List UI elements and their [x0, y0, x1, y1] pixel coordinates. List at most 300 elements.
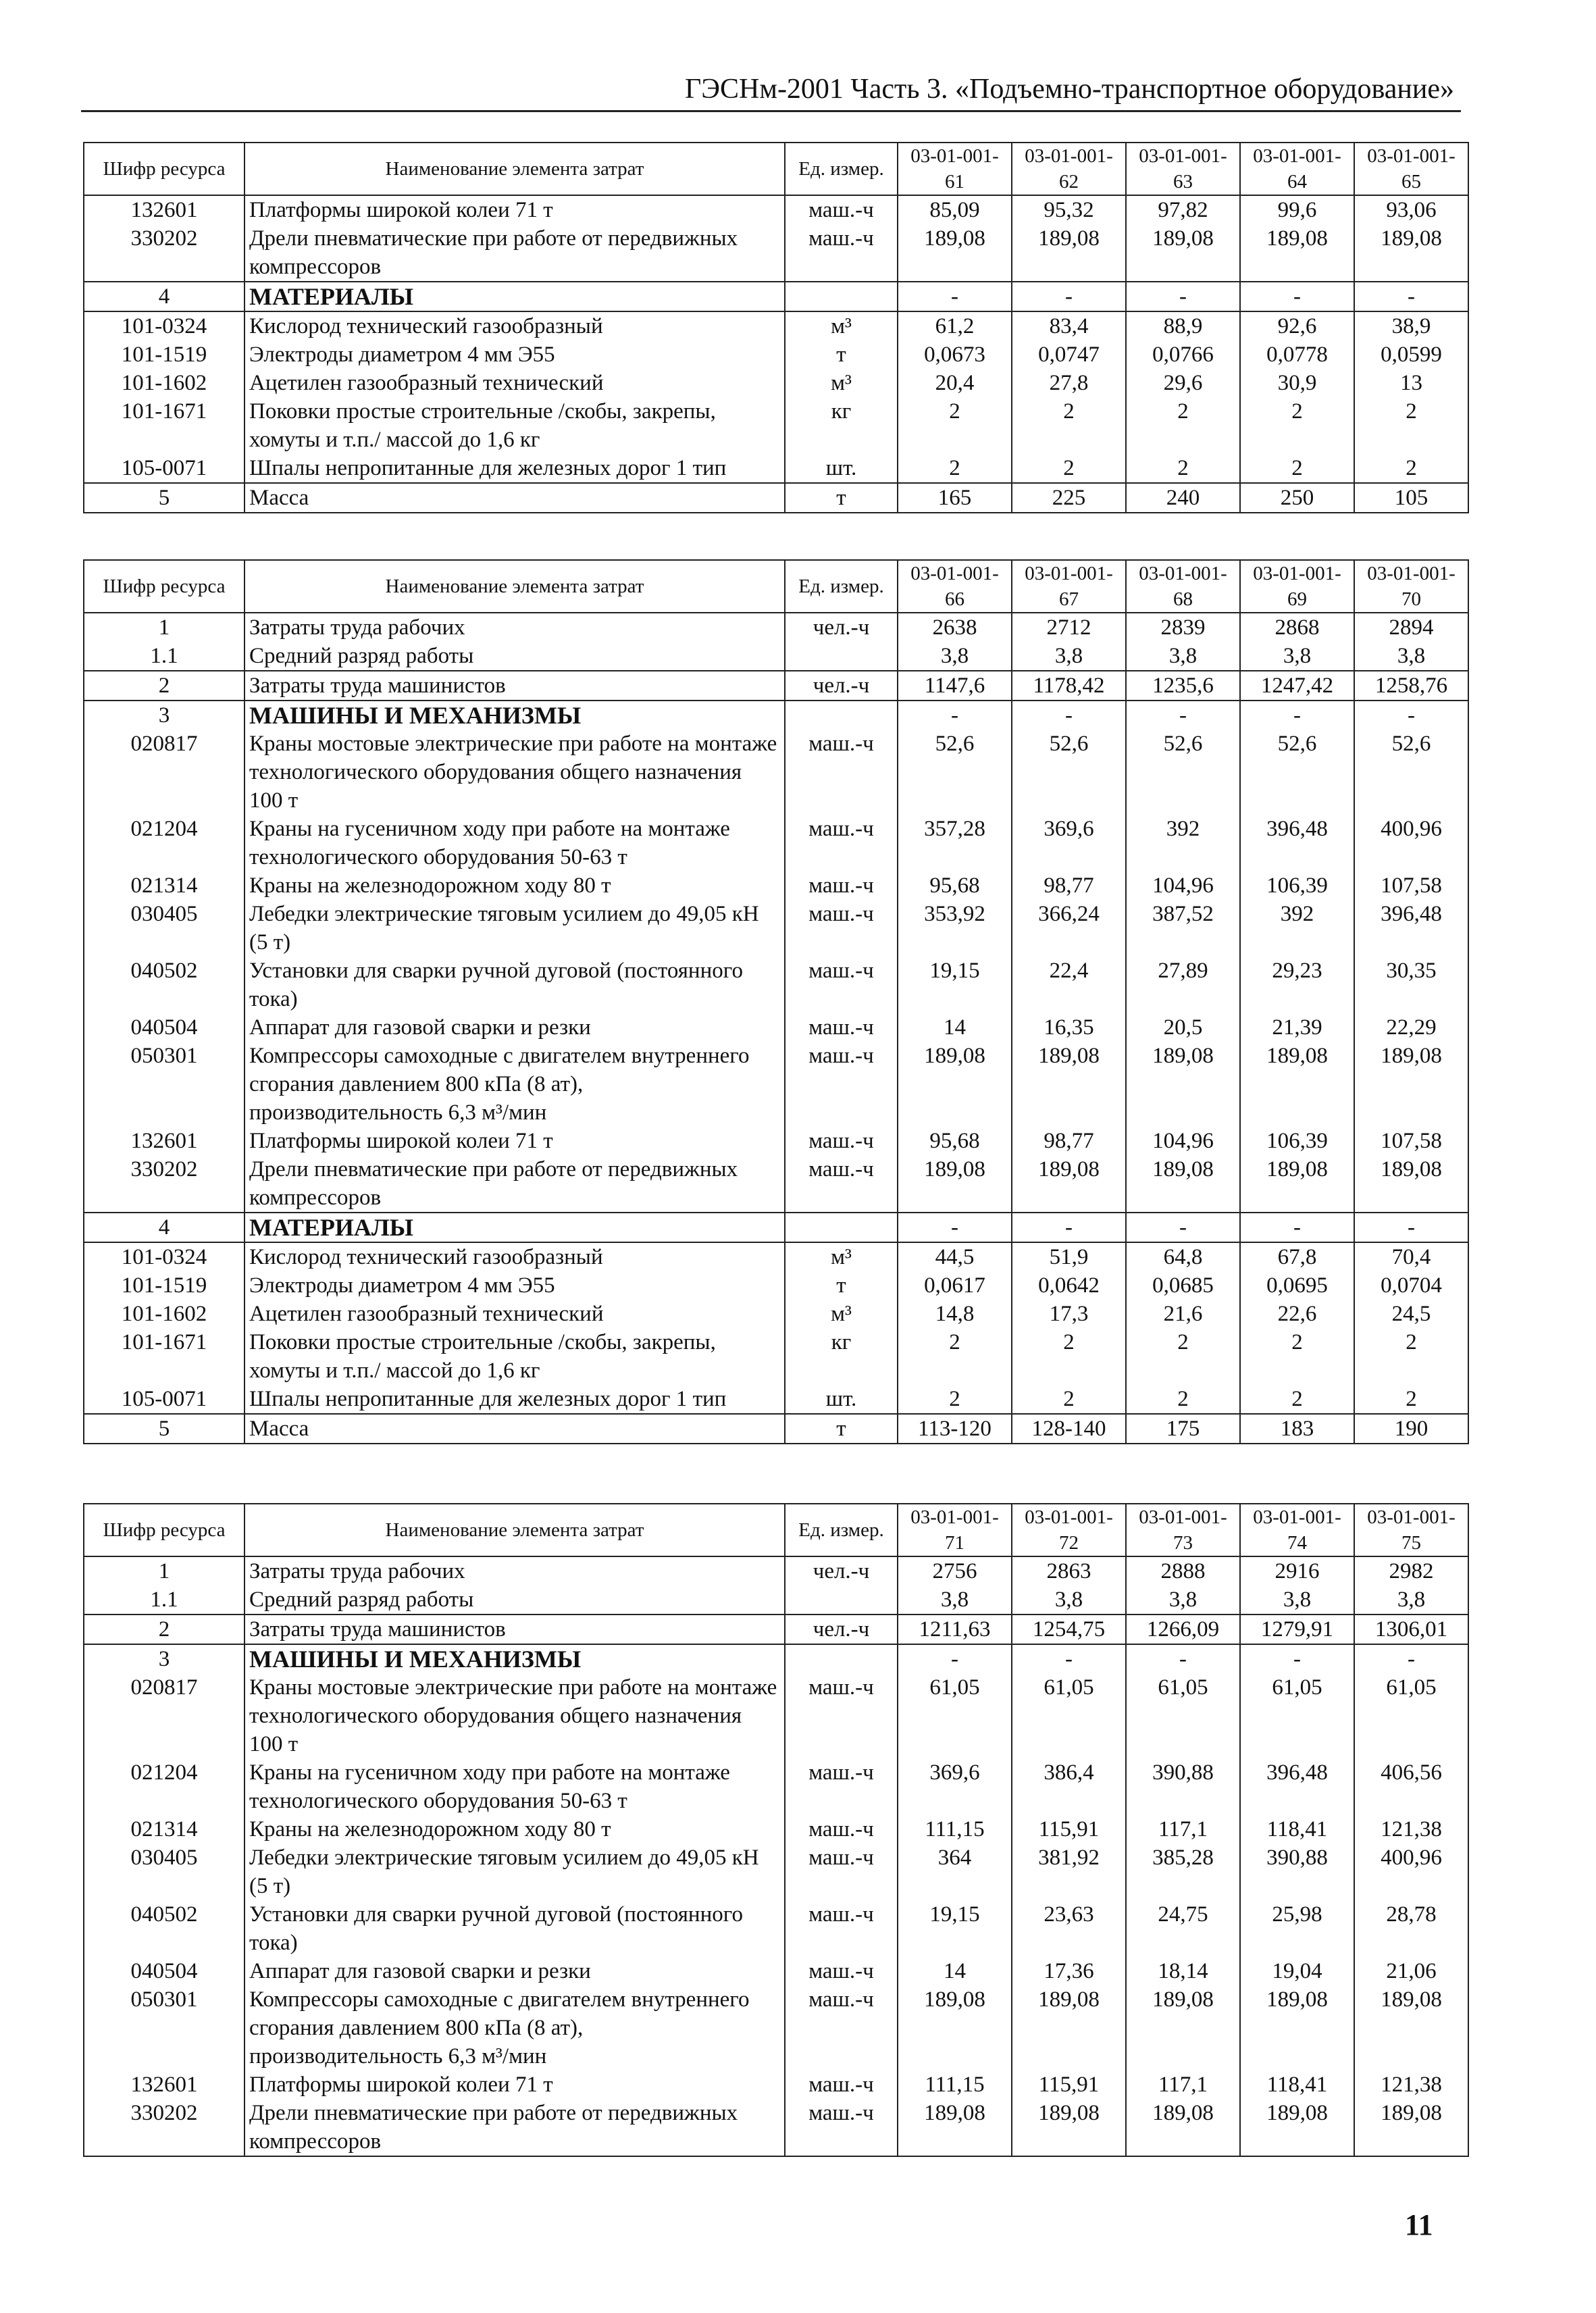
- table-row: [84, 397, 1468, 454]
- table-row: [84, 1900, 1468, 1957]
- resource-value: 2888: [1126, 1556, 1240, 1585]
- resource-value: 22,29: [1354, 1013, 1468, 1042]
- resource-value: 189,08: [1240, 1155, 1354, 1213]
- table-row: [84, 1242, 1468, 1271]
- resource-value: 2: [1126, 454, 1240, 483]
- resource-name: Затраты труда машинистов: [244, 671, 785, 701]
- resource-name: Краны на железнодорожном ходу 80 т: [244, 1815, 785, 1844]
- resource-name: МАТЕРИАЛЫ: [244, 282, 785, 311]
- resource-code: 040502: [84, 1900, 244, 1957]
- resource-value: 189,08: [1240, 1985, 1354, 2070]
- header-norm-code: 03-01-001-71: [898, 1504, 1012, 1556]
- resource-value: 29,6: [1126, 369, 1240, 397]
- resource-value: 2: [1354, 1328, 1468, 1385]
- resource-value: 22,4: [1012, 957, 1126, 1013]
- resource-value: 52,6: [898, 730, 1012, 815]
- table-row: [84, 1673, 1468, 1758]
- resource-value: 189,08: [1126, 2099, 1240, 2156]
- resource-value: 2: [1012, 454, 1126, 483]
- resource-value: -: [1126, 1644, 1240, 1673]
- resource-value: 2863: [1012, 1556, 1126, 1585]
- resource-value: 107,58: [1354, 1127, 1468, 1155]
- resource-value: 369,6: [898, 1758, 1012, 1815]
- resource-name: Ацетилен газообразный технический: [244, 1300, 785, 1328]
- table-row: [84, 454, 1468, 483]
- table-row: [84, 1644, 1468, 1673]
- resource-name: МАТЕРИАЛЫ: [244, 1213, 785, 1242]
- resource-code: 1.1: [84, 642, 244, 671]
- resource-value: 387,52: [1126, 900, 1240, 957]
- resource-unit: маш.-ч: [785, 871, 898, 900]
- resource-code: 050301: [84, 1042, 244, 1127]
- resource-value: 390,88: [1126, 1758, 1240, 1815]
- resource-value: 0,0685: [1126, 1271, 1240, 1300]
- resource-value: 3,8: [1354, 642, 1468, 671]
- resource-value: 85,09: [898, 195, 1012, 224]
- resource-unit: т: [785, 483, 898, 513]
- table-row: [84, 1013, 1468, 1042]
- resource-unit: маш.-ч: [785, 1985, 898, 2070]
- resource-name: Компрессоры самоходные с двигателем внутреннего сгорания давлением 800 кПа (8 ат), производительность 6,3 м³/мин: [244, 1042, 785, 1127]
- resource-code: 101-1519: [84, 1271, 244, 1300]
- resource-value: 21,39: [1240, 1013, 1354, 1042]
- header-norm-code: 03-01-001-69: [1240, 560, 1354, 613]
- header-norm-code: 03-01-001-62: [1012, 143, 1126, 195]
- resource-code: 4: [84, 282, 244, 311]
- resource-value: 52,6: [1012, 730, 1126, 815]
- resource-value: 3,8: [1354, 1585, 1468, 1615]
- table-row: [84, 613, 1468, 642]
- resource-value: 1254,75: [1012, 1615, 1126, 1644]
- resource-value: 2894: [1354, 613, 1468, 642]
- resource-value: 111,15: [898, 2070, 1012, 2099]
- resource-value: 3,8: [1126, 642, 1240, 671]
- resource-unit: т: [785, 1271, 898, 1300]
- resource-value: 20,5: [1126, 1013, 1240, 1042]
- resource-value: 19,15: [898, 957, 1012, 1013]
- header-norm-code: 03-01-001-75: [1354, 1504, 1468, 1556]
- resource-value: 95,68: [898, 1127, 1012, 1155]
- resource-unit: [785, 1585, 898, 1615]
- resource-name: Шпалы непропитанные для железных дорог 1 тип: [244, 1385, 785, 1414]
- resource-value: 14: [898, 1013, 1012, 1042]
- resource-name: Установки для сварки ручной дуговой (постоянного тока): [244, 957, 785, 1013]
- resource-value: 95,32: [1012, 195, 1126, 224]
- header-norm-code: 03-01-001-61: [898, 143, 1012, 195]
- resource-value: 2868: [1240, 613, 1354, 642]
- resource-value: 117,1: [1126, 1815, 1240, 1844]
- table-row: [84, 701, 1468, 730]
- resource-name: Установки для сварки ручной дуговой (постоянного тока): [244, 1900, 785, 1957]
- resource-value: 28,78: [1354, 1900, 1468, 1957]
- resource-value: 189,08: [1354, 1985, 1468, 2070]
- resource-value: 189,08: [1354, 224, 1468, 282]
- resource-code: 101-1602: [84, 1300, 244, 1328]
- header-norm-code: 03-01-001-68: [1126, 560, 1240, 613]
- resource-code: 101-1602: [84, 369, 244, 397]
- resource-name: Краны на гусеничном ходу при работе на монтаже технологического оборудования 50-63 т: [244, 1758, 785, 1815]
- resource-code: 330202: [84, 1155, 244, 1213]
- resource-value: 392: [1240, 900, 1354, 957]
- resource-unit: маш.-ч: [785, 1042, 898, 1127]
- table-row: [84, 1758, 1468, 1815]
- resource-value: 115,91: [1012, 2070, 1126, 2099]
- resource-value: 3,8: [1012, 642, 1126, 671]
- resource-value: 165: [898, 483, 1012, 513]
- resource-value: 369,6: [1012, 815, 1126, 871]
- resource-value: 52,6: [1354, 730, 1468, 815]
- resource-name: Платформы широкой колеи 71 т: [244, 2070, 785, 2099]
- resource-name: Поковки простые строительные /скобы, закрепы, хомуты и т.п./ массой до 1,6 кг: [244, 397, 785, 454]
- resource-value: -: [1240, 282, 1354, 311]
- resource-value: 189,08: [1354, 1155, 1468, 1213]
- resource-name: Затраты труда рабочих: [244, 613, 785, 642]
- header-norm-code: 03-01-001-70: [1354, 560, 1468, 613]
- resource-unit: чел.-ч: [785, 671, 898, 701]
- resource-value: 24,75: [1126, 1900, 1240, 1957]
- resource-value: 21,06: [1354, 1957, 1468, 1985]
- resource-value: 2: [1354, 454, 1468, 483]
- resource-unit: т: [785, 340, 898, 369]
- resource-value: 2: [898, 1385, 1012, 1414]
- table-row: [84, 1985, 1468, 2070]
- resource-name: Шпалы непропитанные для железных дорог 1 тип: [244, 454, 785, 483]
- resource-name: Дрели пневматические при работе от передвижных компрессоров: [244, 224, 785, 282]
- resource-unit: шт.: [785, 1385, 898, 1414]
- resource-code: 2: [84, 671, 244, 701]
- resource-value: 92,6: [1240, 311, 1354, 340]
- header-norm-code: 03-01-001-72: [1012, 1504, 1126, 1556]
- resource-value: 113-120: [898, 1414, 1012, 1444]
- resource-value: 390,88: [1240, 1844, 1354, 1900]
- resource-value: 189,08: [1012, 2099, 1126, 2156]
- resource-unit: чел.-ч: [785, 1556, 898, 1585]
- resource-unit: маш.-ч: [785, 1900, 898, 1957]
- table-row: [84, 1271, 1468, 1300]
- resource-unit: маш.-ч: [785, 1013, 898, 1042]
- resource-value: 14: [898, 1957, 1012, 1985]
- resource-code: 040502: [84, 957, 244, 1013]
- resource-unit: маш.-ч: [785, 1957, 898, 1985]
- resource-value: 98,77: [1012, 871, 1126, 900]
- resource-code: 3: [84, 701, 244, 730]
- resource-value: 3,8: [1126, 1585, 1240, 1615]
- table-row: [84, 311, 1468, 340]
- resource-value: 2: [1126, 397, 1240, 454]
- resource-name: Электроды диаметром 4 мм Э55: [244, 1271, 785, 1300]
- resource-value: 2: [1240, 1328, 1354, 1385]
- resource-value: 2: [1012, 1328, 1126, 1385]
- resource-value: 1211,63: [898, 1615, 1012, 1644]
- resource-value: 14,8: [898, 1300, 1012, 1328]
- resource-name: Масса: [244, 1414, 785, 1444]
- table-row: [84, 1414, 1468, 1444]
- resource-name: Лебедки электрические тяговым усилием до 49,05 кН (5 т): [244, 900, 785, 957]
- header-norm-code: 03-01-001-64: [1240, 143, 1354, 195]
- resource-value: 2: [1354, 1385, 1468, 1414]
- resource-value: 97,82: [1126, 195, 1240, 224]
- resource-value: 250: [1240, 483, 1354, 513]
- resource-value: 98,77: [1012, 1127, 1126, 1155]
- resource-value: 189,08: [1012, 224, 1126, 282]
- table-row: [84, 1300, 1468, 1328]
- resource-name: Кислород технический газообразный: [244, 1242, 785, 1271]
- resource-code: 101-1671: [84, 1328, 244, 1385]
- resource-value: 2: [1240, 454, 1354, 483]
- resource-code: 021204: [84, 1758, 244, 1815]
- resource-value: 1178,42: [1012, 671, 1126, 701]
- resource-name: Поковки простые строительные /скобы, закрепы, хомуты и т.п./ массой до 1,6 кг: [244, 1328, 785, 1385]
- resource-value: 400,96: [1354, 1844, 1468, 1900]
- resource-value: 118,41: [1240, 2070, 1354, 2099]
- resource-code: 101-1671: [84, 397, 244, 454]
- table-row: [84, 1385, 1468, 1414]
- table-row: [84, 1585, 1468, 1615]
- table-row: [84, 730, 1468, 815]
- table-row: [84, 340, 1468, 369]
- resource-name: Средний разряд работы: [244, 1585, 785, 1615]
- resource-value: -: [1354, 701, 1468, 730]
- resource-value: 189,08: [1126, 1985, 1240, 2070]
- resource-value: 2: [1240, 397, 1354, 454]
- table-row: [84, 1328, 1468, 1385]
- resource-value: 0,0695: [1240, 1271, 1354, 1300]
- resource-value: 1247,42: [1240, 671, 1354, 701]
- resource-value: 121,38: [1354, 2070, 1468, 2099]
- resource-value: 189,08: [898, 224, 1012, 282]
- resource-value: 38,9: [1354, 311, 1468, 340]
- resource-value: 21,6: [1126, 1300, 1240, 1328]
- resource-name: Затраты труда рабочих: [244, 1556, 785, 1585]
- resource-value: 2756: [898, 1556, 1012, 1585]
- resource-value: 19,15: [898, 1900, 1012, 1957]
- table-row: [84, 195, 1468, 224]
- resource-value: -: [1012, 1644, 1126, 1673]
- resource-value: 25,98: [1240, 1900, 1354, 1957]
- resource-value: 353,92: [898, 900, 1012, 957]
- header-code: Шифр ресурса: [84, 560, 244, 613]
- resource-value: 61,2: [898, 311, 1012, 340]
- table-row: [84, 2070, 1468, 2099]
- resource-code: 101-0324: [84, 311, 244, 340]
- resource-unit: [785, 282, 898, 311]
- resource-name: Краны мостовые электрические при работе на монтаже технологического оборудования общего назначения 100 т: [244, 730, 785, 815]
- resource-value: 95,68: [898, 871, 1012, 900]
- resource-code: 101-0324: [84, 1242, 244, 1271]
- resource-code: 030405: [84, 1844, 244, 1900]
- resource-value: 107,58: [1354, 871, 1468, 900]
- resource-code: 4: [84, 1213, 244, 1242]
- resource-value: -: [1126, 1213, 1240, 1242]
- resource-unit: м³: [785, 1242, 898, 1271]
- resource-code: 330202: [84, 224, 244, 282]
- resource-value: 0,0766: [1126, 340, 1240, 369]
- resource-value: 366,24: [1012, 900, 1126, 957]
- resource-code: 132601: [84, 1127, 244, 1155]
- header-norm-code: 03-01-001-63: [1126, 143, 1240, 195]
- resource-value: 189,08: [898, 1042, 1012, 1127]
- resource-unit: маш.-ч: [785, 957, 898, 1013]
- resource-value: 189,08: [1354, 1042, 1468, 1127]
- resource-value: 52,6: [1126, 730, 1240, 815]
- resource-value: 61,05: [1354, 1673, 1468, 1758]
- table-row: [84, 815, 1468, 871]
- resource-value: 190: [1354, 1414, 1468, 1444]
- table-row: [84, 282, 1468, 311]
- table-row: [84, 2099, 1468, 2156]
- resource-value: 189,08: [1240, 224, 1354, 282]
- resource-value: 111,15: [898, 1815, 1012, 1844]
- resource-value: 29,23: [1240, 957, 1354, 1013]
- resource-unit: маш.-ч: [785, 730, 898, 815]
- resource-name: Дрели пневматические при работе от передвижных компрессоров: [244, 1155, 785, 1213]
- resource-unit: маш.-ч: [785, 2070, 898, 2099]
- resource-value: 3,8: [898, 1585, 1012, 1615]
- table-row: [84, 1155, 1468, 1213]
- resource-value: 189,08: [1126, 224, 1240, 282]
- resource-value: 189,08: [898, 1155, 1012, 1213]
- resource-name: Аппарат для газовой сварки и резки: [244, 1013, 785, 1042]
- table-row: [84, 1957, 1468, 1985]
- resource-value: 392: [1126, 815, 1240, 871]
- resource-value: 189,08: [1240, 1042, 1354, 1127]
- resource-code: 020817: [84, 730, 244, 815]
- resource-value: 0,0778: [1240, 340, 1354, 369]
- resource-value: 23,63: [1012, 1900, 1126, 1957]
- resource-value: 400,96: [1354, 815, 1468, 871]
- resource-name: Краны на гусеничном ходу при работе на монтаже технологического оборудования 50-63 т: [244, 815, 785, 871]
- table-row: [84, 1615, 1468, 1644]
- resource-value: 189,08: [1240, 2099, 1354, 2156]
- resource-name: Платформы широкой колеи 71 т: [244, 1127, 785, 1155]
- resource-unit: маш.-ч: [785, 1155, 898, 1213]
- header-name: Наименование элемента затрат: [244, 560, 785, 613]
- resource-value: 357,28: [898, 815, 1012, 871]
- resource-code: 021314: [84, 1815, 244, 1844]
- resource-name: Краны на железнодорожном ходу 80 т: [244, 871, 785, 900]
- header-norm-code: 03-01-001-67: [1012, 560, 1126, 613]
- resource-name: Электроды диаметром 4 мм Э55: [244, 340, 785, 369]
- resource-code: 2: [84, 1615, 244, 1644]
- resource-value: 2: [1126, 1328, 1240, 1385]
- resource-value: 17,3: [1012, 1300, 1126, 1328]
- table-row: [84, 900, 1468, 957]
- header-name: Наименование элемента затрат: [244, 143, 785, 195]
- table-row: [84, 224, 1468, 282]
- resource-name: Лебедки электрические тяговым усилием до 49,05 кН (5 т): [244, 1844, 785, 1900]
- header-code: Шифр ресурса: [84, 143, 244, 195]
- resource-value: -: [1240, 1644, 1354, 1673]
- resource-name: Аппарат для газовой сварки и резки: [244, 1957, 785, 1985]
- resource-value: -: [898, 1213, 1012, 1242]
- resource-value: 106,39: [1240, 1127, 1354, 1155]
- resource-value: 2916: [1240, 1556, 1354, 1585]
- resource-value: 240: [1126, 483, 1240, 513]
- resource-value: 19,04: [1240, 1957, 1354, 1985]
- header-unit: Ед. измер.: [785, 143, 898, 195]
- resource-value: 3,8: [1240, 1585, 1354, 1615]
- resource-unit: маш.-ч: [785, 1815, 898, 1844]
- resource-table-2: [83, 559, 1469, 1444]
- resource-unit: м³: [785, 1300, 898, 1328]
- resource-value: 381,92: [1012, 1844, 1126, 1900]
- table-header-row: [84, 1504, 1468, 1556]
- table-header-row: [84, 560, 1468, 613]
- resource-value: 189,08: [1126, 1155, 1240, 1213]
- resource-value: 386,4: [1012, 1758, 1126, 1815]
- resource-code: 105-0071: [84, 454, 244, 483]
- header-rule: [81, 110, 1461, 112]
- resource-value: 175: [1126, 1414, 1240, 1444]
- resource-value: 2: [1240, 1385, 1354, 1414]
- resource-value: -: [1240, 701, 1354, 730]
- resource-value: 83,4: [1012, 311, 1126, 340]
- resource-name: Платформы широкой колеи 71 т: [244, 195, 785, 224]
- resource-value: 189,08: [898, 2099, 1012, 2156]
- resource-value: 183: [1240, 1414, 1354, 1444]
- resource-value: 118,41: [1240, 1815, 1354, 1844]
- resource-value: -: [898, 1644, 1012, 1673]
- table-row: [84, 1127, 1468, 1155]
- resource-unit: т: [785, 1414, 898, 1444]
- resource-unit: [785, 1213, 898, 1242]
- resource-value: 61,05: [1126, 1673, 1240, 1758]
- header-norm-code: 03-01-001-73: [1126, 1504, 1240, 1556]
- resource-unit: м³: [785, 369, 898, 397]
- resource-code: 021314: [84, 871, 244, 900]
- resource-value: 93,06: [1354, 195, 1468, 224]
- header-norm-code: 03-01-001-65: [1354, 143, 1468, 195]
- resource-value: 189,08: [1012, 1042, 1126, 1127]
- resource-unit: шт.: [785, 454, 898, 483]
- resource-unit: маш.-ч: [785, 195, 898, 224]
- resource-unit: маш.-ч: [785, 1844, 898, 1900]
- resource-name: Затраты труда машинистов: [244, 1615, 785, 1644]
- resource-value: 20,4: [898, 369, 1012, 397]
- resource-unit: кг: [785, 397, 898, 454]
- table-row: [84, 1213, 1468, 1242]
- resource-value: -: [1354, 1213, 1468, 1242]
- resource-name: Масса: [244, 483, 785, 513]
- table-row: [84, 1042, 1468, 1127]
- resource-unit: чел.-ч: [785, 1615, 898, 1644]
- resource-value: 364: [898, 1844, 1012, 1900]
- resource-value: -: [1354, 1644, 1468, 1673]
- table-header-row: [84, 143, 1468, 195]
- resource-value: 27,89: [1126, 957, 1240, 1013]
- resource-value: 104,96: [1126, 1127, 1240, 1155]
- resource-name: Кислород технический газообразный: [244, 311, 785, 340]
- resource-value: 22,6: [1240, 1300, 1354, 1328]
- resource-value: 1279,91: [1240, 1615, 1354, 1644]
- resource-value: 2: [1012, 1385, 1126, 1414]
- resource-value: 2839: [1126, 613, 1240, 642]
- header-unit: Ед. измер.: [785, 560, 898, 613]
- resource-value: -: [1126, 282, 1240, 311]
- resource-code: 1.1: [84, 1585, 244, 1615]
- resource-name: Дрели пневматические при работе от передвижных компрессоров: [244, 2099, 785, 2156]
- header-norm-code: 03-01-001-74: [1240, 1504, 1354, 1556]
- resource-unit: маш.-ч: [785, 1673, 898, 1758]
- resource-value: 189,08: [1012, 1155, 1126, 1213]
- resource-name: Краны мостовые электрические при работе на монтаже технологического оборудования общего назначения 100 т: [244, 1673, 785, 1758]
- resource-value: 121,38: [1354, 1815, 1468, 1844]
- resource-code: 021204: [84, 815, 244, 871]
- resource-value: 189,08: [1354, 2099, 1468, 2156]
- resource-value: 64,8: [1126, 1242, 1240, 1271]
- resource-value: -: [1126, 701, 1240, 730]
- resource-value: 1258,76: [1354, 671, 1468, 701]
